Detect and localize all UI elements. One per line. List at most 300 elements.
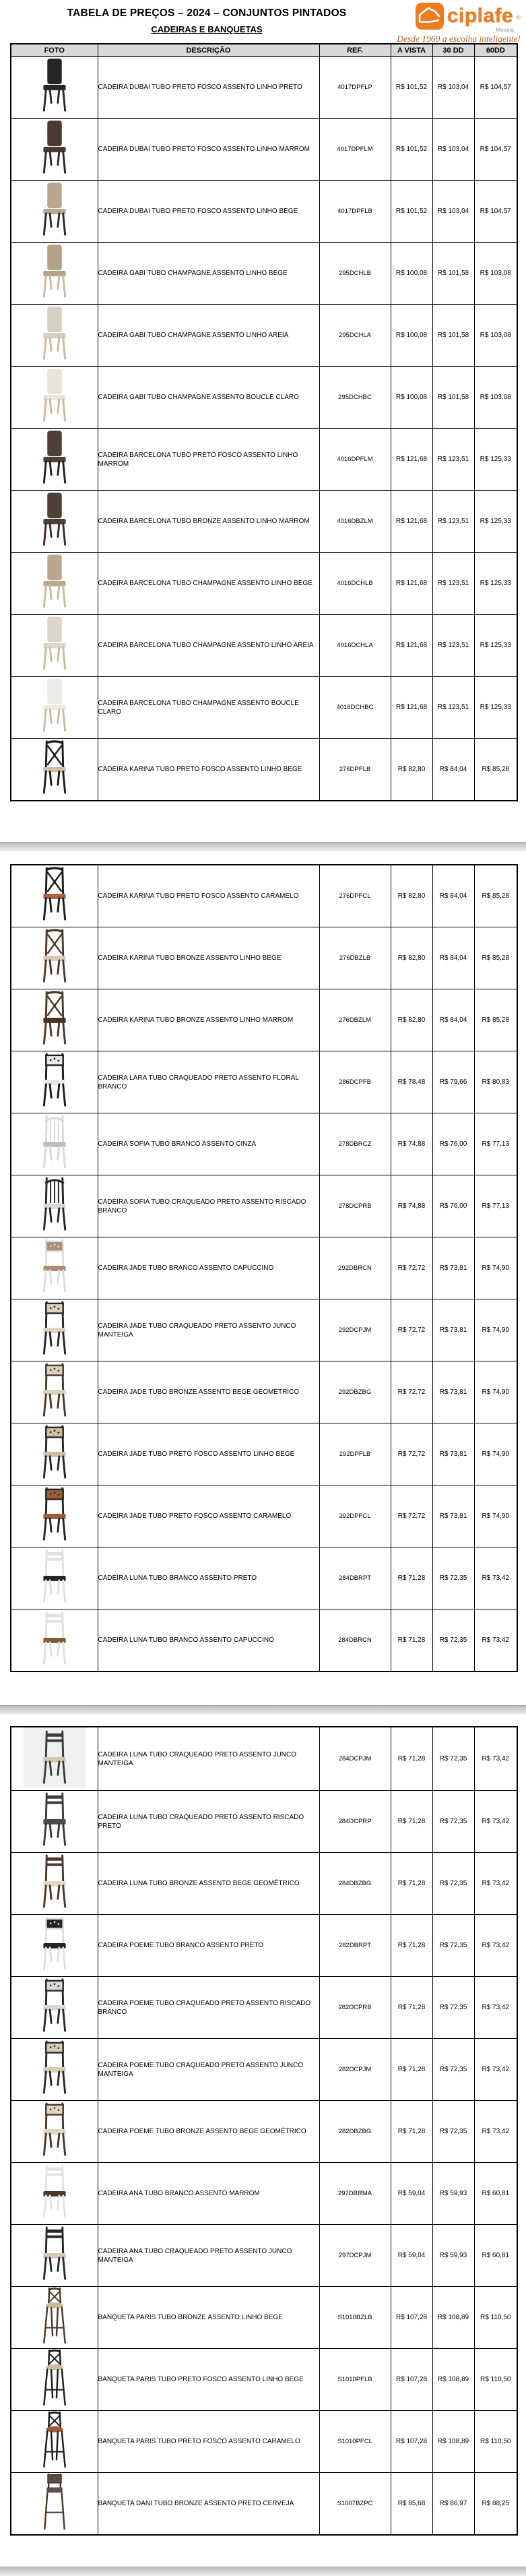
chair-image [33,1485,76,1543]
table-row [11,865,517,927]
description-cell: CADEIRA BARCELONA TUBO BRONZE ASSENTO LINHO MARROM [98,491,319,553]
price-avista-cell: R$ 78,48 [391,1051,432,1113]
price-30dd-cell: R$ 59,93 [432,2163,474,2225]
ref-cell: 292DPFLB [319,1423,391,1485]
price-avista-cell: R$ 59,04 [391,2225,432,2287]
column-header-1: DESCRIÇÃO [98,44,319,57]
description-cell: CADEIRA LARA TUBO CRAQUEADO PRETO ASSENTO FLORAL BRANCO [98,1051,319,1113]
price-table-page-1 [10,43,518,801]
price-avista-cell: R$ 71,28 [391,2039,432,2101]
price-60dd-cell: R$ 110,50 [474,2349,517,2411]
ref-cell: 276DPFCL [319,865,391,927]
description-cell: CADEIRA JADE TUBO CRAQUEADO PRETO ASSENTO JUNCO MANTEIGA [98,1299,319,1361]
price-30dd-cell: R$ 73,81 [432,1237,474,1299]
price-avista-cell: R$ 101,52 [391,181,432,243]
table-row [11,2473,517,2536]
chair-image [33,1175,76,1233]
table-row [11,1547,517,1609]
price-30dd-cell: R$ 84,04 [432,989,474,1051]
product-photo-cell [11,1915,98,1977]
ref-cell: 292DPFCL [319,1485,391,1547]
price-60dd-cell: R$ 73,42 [474,2101,517,2163]
description-cell: CADEIRA KARINA TUBO BRONZE ASSENTO LINHO BEGE [98,927,319,989]
chair-image [33,429,76,487]
description-cell: BANQUETA DANI TUBO BRONZE ASSENTO PRETO CERVEJA [98,2473,319,2536]
table-row [11,2411,517,2473]
ref-cell: 4017DPFLP [319,57,391,119]
brand-name: ciplafe [447,5,514,27]
table-row [11,2101,517,2163]
price-30dd-cell: R$ 101,58 [432,367,474,429]
price-60dd-cell: R$ 73,42 [474,1977,517,2039]
ref-cell: 4016DBZLM [319,491,391,553]
price-table-page-3 [10,1726,518,2536]
column-header-5: 60DD [474,44,517,57]
description-cell: CADEIRA LUNA TUBO BRANCO ASSENTO CAPUCCINO [98,1609,319,1672]
description-cell: CADEIRA DUBAI TUBO PRETO FOSCO ASSENTO LINHO PRETO [98,57,319,119]
price-60dd-cell: R$ 110,50 [474,2287,517,2349]
price-avista-cell: R$ 72,72 [391,1423,432,1485]
table-row [11,1423,517,1485]
chair-image [33,1299,76,1357]
description-cell: CADEIRA POEME TUBO BRANCO ASSENTO PRETO [98,1915,319,1977]
chair-image [33,1361,76,1419]
description-cell: CADEIRA GABI TUBO CHAMPAGNE ASSENTO LINHO AREIA [98,305,319,367]
column-header-0: FOTO [11,44,98,57]
ref-cell: 278DCPRB [319,1175,391,1237]
table-row [11,1237,517,1299]
product-photo-cell [11,1299,98,1361]
description-cell: CADEIRA BARCELONA TUBO CHAMPAGNE ASSENTO LINHO AREIA [98,615,319,677]
price-30dd-cell: R$ 108,89 [432,2349,474,2411]
product-photo-cell [11,2101,98,2163]
product-photo-cell [11,243,98,305]
price-avista-cell: R$ 71,28 [391,1853,432,1915]
description-cell: CADEIRA SOFIA TUBO BRANCO ASSENTO CINZA [98,1113,319,1175]
price-30dd-cell: R$ 72,35 [432,2039,474,2101]
price-avista-cell: R$ 101,52 [391,119,432,181]
price-30dd-cell: R$ 123,51 [432,677,474,739]
ref-cell: 276DPFLB [319,739,391,801]
price-avista-cell: R$ 82,80 [391,927,432,989]
price-avista-cell: R$ 72,72 [391,1485,432,1547]
description-cell: CADEIRA BARCELONA TUBO PRETO FOSCO ASSENTO LINHO MARROM [98,429,319,491]
table-row [11,1051,517,1113]
price-30dd-cell: R$ 72,35 [432,1915,474,1977]
price-60dd-cell: R$ 74,90 [474,1361,517,1423]
table-row [11,2225,517,2287]
price-60dd-cell: R$ 80,83 [474,1051,517,1113]
product-photo-cell [11,2163,98,2225]
price-avista-cell: R$ 101,52 [391,57,432,119]
description-cell: CADEIRA DUBAI TUBO PRETO FOSCO ASSENTO LINHO MARROM [98,119,319,181]
chair-image [33,1609,76,1667]
description-cell: BANQUETA PARIS TUBO PRETO FOSCO ASSENTO CARAMELO [98,2411,319,2473]
page-break-bar [0,1705,526,1715]
description-cell: CADEIRA ANA TUBO CRAQUEADO PRETO ASSENTO JUNCO MANTEIGA [98,2225,319,2287]
description-cell: CADEIRA KARINA TUBO BRONZE ASSENTO LINHO MARROM [98,989,319,1051]
price-30dd-cell: R$ 76,00 [432,1175,474,1237]
price-60dd-cell: R$ 110,50 [474,2411,517,2473]
ref-cell: 286DCPFB [319,1051,391,1113]
price-30dd-cell: R$ 72,35 [432,1727,474,1791]
table-row [11,1113,517,1175]
ref-cell: 282DCPJM [319,2039,391,2101]
price-30dd-cell: R$ 84,04 [432,927,474,989]
ref-cell: 4016DCHLA [319,615,391,677]
price-60dd-cell: R$ 60,81 [474,2225,517,2287]
chair-image [33,2225,76,2283]
price-avista-cell: R$ 121,68 [391,615,432,677]
description-cell: CADEIRA JADE TUBO BRONZE ASSENTO BEGE GEOMÉTRICO [98,1361,319,1423]
description-cell: CADEIRA JADE TUBO PRETO FOSCO ASSENTO CARAMELO [98,1485,319,1547]
description-cell: CADEIRA KARINA TUBO PRETO FOSCO ASSENTO CARAMELO [98,865,319,927]
document-header [0,0,526,43]
price-avista-cell: R$ 100,08 [391,243,432,305]
price-30dd-cell: R$ 123,51 [432,615,474,677]
ref-cell: 284DBRCN [319,1609,391,1672]
price-avista-cell: R$ 107,28 [391,2349,432,2411]
product-photo-cell [11,1977,98,2039]
price-60dd-cell: R$ 104,57 [474,119,517,181]
product-photo-cell [11,1423,98,1485]
product-photo-cell [11,865,98,927]
ref-cell: 282DBZBG [319,2101,391,2163]
column-header-2: REF. [319,44,391,57]
price-30dd-cell: R$ 108,89 [432,2411,474,2473]
chair-image [33,1729,76,1787]
chair-image [33,2473,76,2531]
table-row [11,2349,517,2411]
price-30dd-cell: R$ 72,35 [432,1547,474,1609]
product-photo-cell [11,119,98,181]
chair-image [33,491,76,549]
product-photo-cell [11,927,98,989]
chair-image [33,865,76,923]
price-30dd-cell: R$ 59,93 [432,2225,474,2287]
price-30dd-cell: R$ 79,66 [432,1051,474,1113]
price-30dd-cell: R$ 86,97 [432,2473,474,2536]
chair-image [33,615,76,673]
price-avista-cell: R$ 71,28 [391,1915,432,1977]
price-60dd-cell: R$ 73,42 [474,1609,517,1672]
price-avista-cell: R$ 121,68 [391,491,432,553]
price-30dd-cell: R$ 84,04 [432,865,474,927]
ref-cell: 278DBRCZ [319,1113,391,1175]
ref-cell: 284DCPRP [319,1791,391,1853]
product-photo-cell [11,2349,98,2411]
ref-cell: 292DBZBG [319,1361,391,1423]
product-photo-cell [11,2039,98,2101]
product-photo-cell [11,1113,98,1175]
description-cell: CADEIRA SOFIA TUBO CRAQUEADO PRETO ASSENTO RISCADO BRANCO [98,1175,319,1237]
description-cell: CADEIRA LUNA TUBO CRAQUEADO PRETO ASSENTO RISCADO PRETO [98,1791,319,1853]
price-avista-cell: R$ 59,04 [391,2163,432,2225]
price-60dd-cell: R$ 74,90 [474,1237,517,1299]
product-photo-cell [11,1485,98,1547]
ref-cell: 295DCHLB [319,243,391,305]
price-60dd-cell: R$ 85,28 [474,989,517,1051]
price-30dd-cell: R$ 103,04 [432,119,474,181]
price-30dd-cell: R$ 73,81 [432,1299,474,1361]
product-photo-cell [11,2225,98,2287]
price-30dd-cell: R$ 108,89 [432,2287,474,2349]
price-avista-cell: R$ 74,88 [391,1175,432,1237]
table-row [11,2163,517,2225]
product-photo-cell [11,491,98,553]
price-30dd-cell: R$ 72,35 [432,1609,474,1672]
chair-image [33,181,76,239]
chair-image [33,57,76,115]
ref-cell: 284DBRPT [319,1547,391,1609]
price-60dd-cell: R$ 60,81 [474,2163,517,2225]
description-cell: CADEIRA LUNA TUBO BRANCO ASSENTO PRETO [98,1547,319,1609]
product-photo-cell [11,615,98,677]
price-60dd-cell: R$ 85,28 [474,865,517,927]
chair-image [33,2039,76,2097]
chair-image [33,739,76,797]
chair-image [33,367,76,425]
price-30dd-cell: R$ 76,00 [432,1113,474,1175]
table-row [11,305,517,367]
ref-cell: 295DCHLA [319,305,391,367]
description-cell: CADEIRA GABI TUBO CHAMPAGNE ASSENTO LINHO BEGE [98,243,319,305]
ref-cell: S1010BZLB [319,2287,391,2349]
column-header-3: A VISTA [391,44,432,57]
ref-cell: 284DBZBG [319,1853,391,1915]
ref-cell: 4016DCHLB [319,553,391,615]
chair-image [33,119,76,177]
table-row [11,429,517,491]
chair-image [33,1915,76,1973]
price-60dd-cell: R$ 74,90 [474,1299,517,1361]
price-avista-cell: R$ 71,28 [391,1791,432,1853]
ref-cell: 4016DPFLM [319,429,391,491]
price-60dd-cell: R$ 77,13 [474,1175,517,1237]
product-photo-cell [11,2473,98,2536]
price-60dd-cell: R$ 103,08 [474,305,517,367]
price-30dd-cell: R$ 101,58 [432,243,474,305]
table-header-row [11,44,517,57]
product-photo-cell [11,1547,98,1609]
table-row [11,553,517,615]
price-30dd-cell: R$ 84,04 [432,739,474,801]
price-60dd-cell: R$ 125,33 [474,491,517,553]
price-60dd-cell: R$ 103,08 [474,243,517,305]
ref-cell: 292DBRCN [319,1237,391,1299]
product-photo-cell [11,1237,98,1299]
price-60dd-cell: R$ 73,42 [474,1915,517,1977]
price-30dd-cell: R$ 101,58 [432,305,474,367]
table-row [11,243,517,305]
chair-image [33,243,76,301]
price-60dd-cell: R$ 103,08 [474,367,517,429]
title-block [0,7,414,34]
ref-cell: S1010PFCL [319,2411,391,2473]
description-cell: CADEIRA POEME TUBO CRAQUEADO PRETO ASSENTO JUNCO MANTEIGA [98,2039,319,2101]
product-photo-cell [11,989,98,1051]
ref-cell: 295DCHBC [319,367,391,429]
table-row [11,1915,517,1977]
price-60dd-cell: R$ 73,42 [474,1853,517,1915]
chair-image [33,1547,76,1605]
chair-image [33,553,76,611]
chair-image [33,2101,76,2159]
product-photo-cell [11,1051,98,1113]
chair-image [33,677,76,735]
table-row [11,927,517,989]
table-row [11,1485,517,1547]
table-row [11,57,517,119]
chair-image [33,2287,76,2345]
table-row [11,1791,517,1853]
ref-cell: 4016DCHBC [319,677,391,739]
description-cell: CADEIRA LUNA TUBO CRAQUEADO PRETO ASSENTO JUNCO MANTEIGA [98,1727,319,1791]
table-row [11,1175,517,1237]
product-photo-cell [11,1853,98,1915]
description-cell: CADEIRA POEME TUBO BRONZE ASSENTO BEGE GEOMÉTRICO [98,2101,319,2163]
chair-image [33,1051,76,1109]
chair-image [33,1977,76,2035]
description-cell: BANQUETA PARIS TUBO BRONZE ASSENTO LINHO BEGE [98,2287,319,2349]
price-60dd-cell: R$ 74,90 [474,1423,517,1485]
ref-cell: 276DBZLM [319,989,391,1051]
price-avista-cell: R$ 107,28 [391,2411,432,2473]
price-avista-cell: R$ 82,80 [391,865,432,927]
chair-image [33,989,76,1047]
chair-image [33,1791,76,1849]
ref-cell: 282DBRPT [319,1915,391,1977]
table-row [11,119,517,181]
price-30dd-cell: R$ 123,51 [432,491,474,553]
table-row [11,615,517,677]
price-avista-cell: R$ 71,28 [391,1547,432,1609]
table-row [11,2039,517,2101]
registered-mark: ® [516,14,521,21]
price-avista-cell: R$ 121,68 [391,429,432,491]
product-photo-cell [11,1791,98,1853]
price-avista-cell: R$ 71,28 [391,1609,432,1672]
brand-tagline: Desde 1969 a escolha inteligente! [397,34,521,44]
chair-image [33,1853,76,1911]
description-cell: CADEIRA DUBAI TUBO PRETO FOSCO ASSENTO LINHO BEGE [98,181,319,243]
price-30dd-cell: R$ 73,81 [432,1485,474,1547]
price-60dd-cell: R$ 73,42 [474,2039,517,2101]
price-tables-container [0,43,526,2576]
table-row [11,181,517,243]
product-photo-cell [11,677,98,739]
description-cell: CADEIRA JADE TUBO PRETO FOSCO ASSENTO LINHO BEGE [98,1423,319,1485]
product-photo-cell [11,1727,98,1791]
price-avista-cell: R$ 85,68 [391,2473,432,2536]
price-60dd-cell: R$ 104,57 [474,181,517,243]
house-icon [415,2,445,30]
price-60dd-cell: R$ 85,28 [474,927,517,989]
price-60dd-cell: R$ 77,13 [474,1113,517,1175]
ref-cell: 4017DPFLM [319,119,391,181]
product-photo-cell [11,739,98,801]
price-avista-cell: R$ 82,80 [391,739,432,801]
price-60dd-cell: R$ 74,90 [474,1485,517,1547]
ref-cell: S1010PFLB [319,2349,391,2411]
ref-cell: 284DCPJM [319,1727,391,1791]
description-cell: CADEIRA JADE TUBO BRANCO ASSENTO CAPUCCINO [98,1237,319,1299]
description-cell: CADEIRA BARCELONA TUBO CHAMPAGNE ASSENTO BOUCLE CLARO [98,677,319,739]
price-avista-cell: R$ 121,68 [391,553,432,615]
product-photo-cell [11,2287,98,2349]
description-cell: CADEIRA GABI TUBO CHAMPAGNE ASSENTO BOUCLE CLARO [98,367,319,429]
chair-image [33,927,76,985]
product-photo-cell [11,181,98,243]
price-60dd-cell: R$ 104,57 [474,57,517,119]
ref-cell: 276DBZLB [319,927,391,989]
table-row [11,1609,517,1672]
price-avista-cell: R$ 72,72 [391,1237,432,1299]
price-60dd-cell: R$ 88,25 [474,2473,517,2536]
table-row [11,2287,517,2349]
price-60dd-cell: R$ 73,42 [474,1791,517,1853]
chair-image [33,2411,76,2469]
ref-cell: 297DBRMA [319,2163,391,2225]
price-30dd-cell: R$ 73,81 [432,1423,474,1485]
chair-image [33,1423,76,1481]
price-avista-cell: R$ 72,72 [391,1361,432,1423]
page-subtitle: CADEIRAS E BANQUETAS [151,24,263,34]
price-60dd-cell: R$ 125,33 [474,553,517,615]
table-row [11,739,517,801]
product-photo-cell [11,1361,98,1423]
description-cell: CADEIRA LUNA TUBO BRONZE ASSENTO BEGE GEOMÉTRICO [98,1853,319,1915]
chair-image [33,305,76,363]
price-30dd-cell: R$ 123,51 [432,553,474,615]
product-photo-cell [11,429,98,491]
price-avista-cell: R$ 72,72 [391,1299,432,1361]
product-photo-cell [11,1609,98,1672]
product-photo-cell [11,305,98,367]
price-table-page-2 [10,864,518,1672]
ref-cell: 292DCPJM [319,1299,391,1361]
brand-division: Móveis [496,26,514,33]
price-30dd-cell: R$ 72,35 [432,1791,474,1853]
product-photo-cell [11,367,98,429]
price-30dd-cell: R$ 72,35 [432,2101,474,2163]
product-photo-cell [11,2411,98,2473]
price-60dd-cell: R$ 73,42 [474,1727,517,1791]
ref-cell: 282DCPRB [319,1977,391,2039]
table-row [11,677,517,739]
page-break-bar [0,842,526,851]
chair-image [33,1237,76,1295]
price-30dd-cell: R$ 103,04 [432,57,474,119]
ref-cell: S1007BZPC [319,2473,391,2536]
price-avista-cell: R$ 71,28 [391,2101,432,2163]
price-avista-cell: R$ 100,08 [391,367,432,429]
chair-image [33,2349,76,2407]
price-60dd-cell: R$ 125,33 [474,429,517,491]
price-60dd-cell: R$ 125,33 [474,615,517,677]
price-30dd-cell: R$ 72,35 [432,1853,474,1915]
price-avista-cell: R$ 82,80 [391,989,432,1051]
price-avista-cell: R$ 71,28 [391,1727,432,1791]
price-30dd-cell: R$ 73,81 [432,1361,474,1423]
chair-image [33,2163,76,2221]
price-60dd-cell: R$ 73,42 [474,1547,517,1609]
product-photo-cell [11,1175,98,1237]
description-cell: CADEIRA POEME TUBO CRAQUEADO PRETO ASSENTO RISCADO BRANCO [98,1977,319,2039]
price-30dd-cell: R$ 72,35 [432,1977,474,2039]
ref-cell: 4017DPFLB [319,181,391,243]
price-avista-cell: R$ 71,28 [391,1977,432,2039]
